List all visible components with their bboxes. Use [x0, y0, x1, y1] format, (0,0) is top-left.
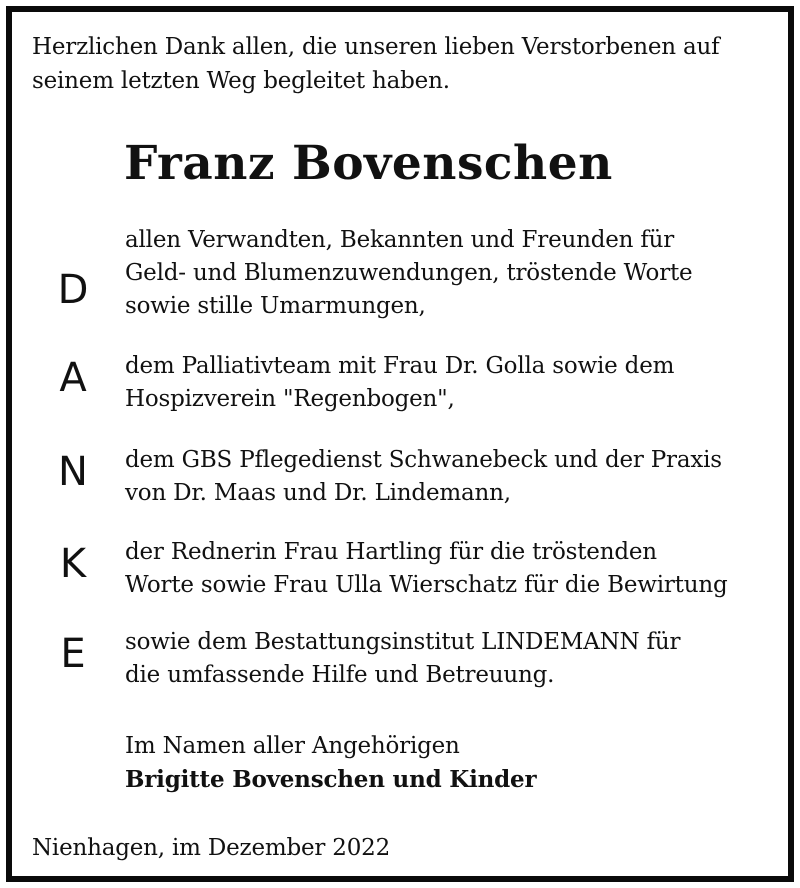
intro-line: Herzlichen Dank allen, die unseren lieben Verstorbenen auf: [32, 34, 720, 60]
danke-text-line: der Rednerin Frau Hartling für die tröstenden: [125, 539, 657, 565]
danke-text-line: Worte sowie Frau Ulla Wierschatz für die Bewirtung: [125, 572, 728, 598]
danke-text-line: dem GBS Pflegedienst Schwanebeck und der Praxis: [125, 447, 722, 473]
danke-text-line: allen Verwandten, Bekannten und Freunden für: [125, 227, 675, 253]
signoff-names: Brigitte Bovenschen und Kinder: [125, 766, 537, 793]
danke-text: [125, 224, 785, 323]
intro-text: [32, 30, 772, 98]
danke-letter: N: [58, 449, 88, 495]
danke-letter: K: [59, 541, 87, 587]
danke-text-line: die umfassende Hilfe und Betreuung.: [125, 662, 555, 688]
danke-text-line: von Dr. Maas und Dr. Lindemann,: [125, 480, 511, 506]
danke-text-line: Geld- und Blumenzuwendungen, tröstende Worte: [125, 260, 693, 286]
danke-letter: A: [59, 355, 87, 401]
danke-text-line: Hospizverein "Regenbogen",: [125, 386, 455, 412]
danke-text: [125, 444, 785, 510]
danke-text-line: dem Palliativteam mit Frau Dr. Golla sowie dem: [125, 353, 675, 379]
danke-text: [125, 350, 785, 416]
deceased-name: Franz Bovenschen: [124, 136, 613, 191]
danke-letter: E: [60, 631, 86, 677]
danke-text-line: sowie stille Umarmungen,: [125, 293, 426, 319]
signoff: [125, 730, 536, 796]
notice-frame: [6, 6, 794, 882]
intro-line: seinem letzten Weg begleitet haben.: [32, 68, 450, 94]
danke-text: [125, 626, 785, 692]
signoff-line: Im Namen aller Angehörigen: [125, 733, 460, 759]
danke-letter: D: [57, 267, 89, 313]
danke-text-line: sowie dem Bestattungsinstitut LINDEMANN für: [125, 629, 681, 655]
place-date: Nienhagen, im Dezember 2022: [32, 835, 391, 861]
danke-text: [125, 536, 785, 602]
